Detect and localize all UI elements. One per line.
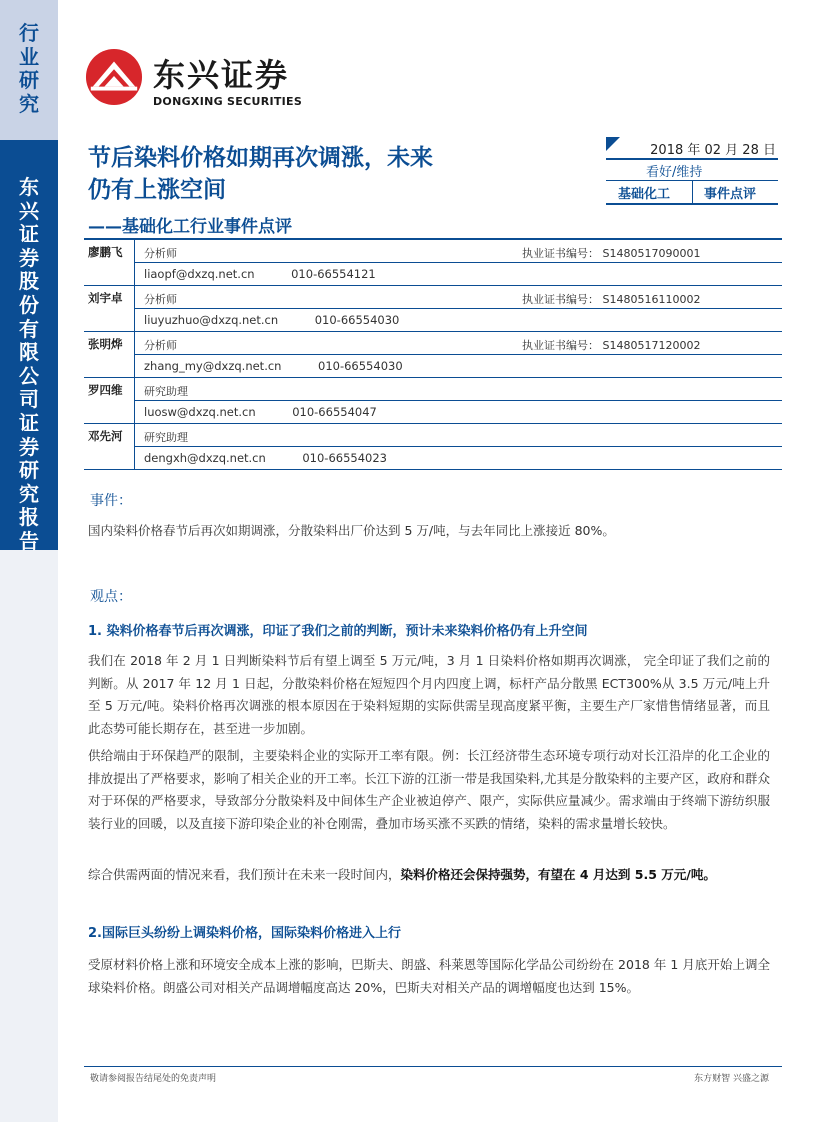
company-logo (85, 42, 315, 112)
analyst-role: 研究助理 (144, 385, 188, 398)
section-heading-1: 1. 染料价格春节后再次调涨，印证了我们之前的判断，预计未来染料价格仍有上升空间 (88, 624, 588, 639)
logo-mark-icon (85, 48, 143, 106)
analyst-contact[interactable]: liaopf@dxzq.net.cn 010-66554121 (144, 267, 376, 281)
paragraph-1: 我们在 2018 年 2 月 1 日判断染料节后有望上调至 5 万元/吨，3 月 1 日染料价格如期再次调涨， 完全印证了我们之前的判断。从 2017 年 12 月 1 日起，分散染料价格在短短四个月内四度上调，标杆产品分散黑 ECT300%从 3.5 万元/吨上升至 5 万元/吨。染料价格再次调涨的根本原因在于染料短期的实际供需呈现高度紧平衡，主要生产厂家惜售情绪显著，而且此态势可能长期存在，甚至进一步加剧。 (88, 653, 770, 736)
sidebar-char: 研 (19, 458, 39, 483)
sidebar-category-text (0, 22, 58, 116)
paragraph-3 (88, 864, 770, 887)
analyst-role: 分析师 (144, 247, 177, 260)
report-title-line1: 节后染料价格如期再次调涨，未来 (88, 145, 433, 171)
sidebar-char: 券 (19, 434, 39, 459)
corner-triangle-icon (606, 137, 620, 151)
paragraph-3-text: 综合供需两面的情况来看，我们预计在未来一段时间内， (88, 867, 401, 882)
analyst-name: 张明烨 (88, 337, 123, 351)
divider (134, 262, 782, 263)
logo-english-name: DONGXING SECURITIES (153, 95, 303, 108)
analyst-contact[interactable]: zhang_my@dxzq.net.cn 010-66554030 (144, 359, 403, 373)
divider (134, 308, 782, 309)
sidebar-company-text (0, 176, 58, 554)
event-heading: 事件： (90, 493, 132, 509)
analyst-row (84, 424, 782, 470)
sidebar-char: 份 (19, 292, 39, 317)
sidebar-char: 东 (19, 175, 39, 199)
analyst-table (84, 238, 782, 470)
footer-slogan: 东方财智 兴盛之源 (694, 1074, 769, 1084)
industry-tag: 基础化工 (618, 187, 671, 202)
divider (134, 354, 782, 355)
sidebar-char: 股 (19, 269, 39, 294)
sidebar-char: 研 (19, 68, 39, 93)
paragraph-2: 供给端由于环保趋严的限制，主要染料企业的实际开工率有限。例：长江经济带生态环境专项行动对长江沿岸的化工企业的排放提出了严格要求，影响了相关企业的开工率。长江下游的江浙一带是我国染料,尤其是分散染料的主要产区，政府和群众对于环保的严格要求，导致部分分散染料及中间体生产企业被迫停产、限产，实际供应量减少。需求端由于终端下游纺织服装行业的回暖，以及直接下游印染企业的补仓刚需，叠加市场买涨不买跌的情绪，染料的需求量增长较快。 (88, 748, 770, 831)
report-date: 2018 年 02 月 28 日 (650, 143, 776, 158)
analyst-role: 分析师 (144, 339, 177, 352)
analyst-row (84, 240, 782, 286)
sidebar-company-block (0, 140, 58, 553)
report-subtitle: ——基础化工行业事件点评 (88, 217, 292, 237)
report-title-line2: 仍有上涨空间 (88, 177, 226, 203)
divider (134, 400, 782, 401)
sidebar-char: 行 (19, 21, 39, 45)
sidebar (0, 0, 58, 1122)
sidebar-category-block (0, 0, 58, 140)
analyst-contact[interactable]: liuyuzhuo@dxzq.net.cn 010-66554030 (144, 313, 400, 327)
logo-chinese-name: 东兴证券 (153, 56, 290, 94)
paragraph-3-highlight: 染料价格还会保持强势，有望在 4 月达到 5.5 万元/吨。 (400, 867, 716, 882)
report-title (88, 142, 433, 206)
analyst-cert: 执业证书编号： S1480517120002 (522, 339, 701, 352)
analyst-name: 罗四维 (88, 383, 123, 397)
report-info-box (606, 137, 778, 205)
rating-badge: 看好/维持 (646, 165, 703, 180)
report-type-tag: 事件点评 (704, 187, 757, 202)
sidebar-char: 有 (19, 316, 39, 341)
sidebar-char: 究 (19, 91, 39, 116)
analyst-row (84, 378, 782, 424)
sidebar-char: 兴 (19, 198, 39, 223)
sidebar-char: 报 (19, 505, 39, 530)
analyst-contact[interactable]: dengxh@dxzq.net.cn 010-66554023 (144, 451, 387, 465)
analyst-role: 研究助理 (144, 431, 188, 444)
divider (606, 158, 778, 160)
divider (134, 446, 782, 447)
sidebar-char: 公 (19, 363, 39, 388)
sidebar-char: 究 (19, 481, 39, 506)
sidebar-char: 限 (19, 340, 39, 365)
analyst-contact[interactable]: luosw@dxzq.net.cn 010-66554047 (144, 405, 377, 419)
footer-disclaimer: 敬请参阅报告结尾处的免责声明 (90, 1074, 217, 1084)
sidebar-char: 证 (19, 222, 39, 247)
analyst-name: 邓先河 (88, 429, 123, 443)
footer-divider (84, 1066, 782, 1067)
sidebar-char: 券 (19, 245, 39, 270)
analyst-row (84, 286, 782, 332)
divider (692, 181, 693, 203)
analyst-name: 廖鹏飞 (88, 245, 123, 259)
divider (606, 203, 778, 205)
sidebar-char: 司 (19, 387, 39, 412)
analyst-role: 分析师 (144, 293, 177, 306)
analyst-cert: 执业证书编号： S1480516110002 (522, 293, 701, 306)
sidebar-char: 告 (19, 528, 39, 553)
paragraph-4: 受原材料价格上涨和环境安全成本上涨的影响，巴斯夫、朗盛、科莱恩等国际化学品公司纷纷在 2018 年 1 月底开始上调全球染料价格。朗盛公司对相关产品调增幅度高达 20%，巴斯夫对相关产品的调增幅度也达到 15%。 (88, 957, 770, 995)
section-heading-2: 2.国际巨头纷纷上调染料价格，国际染料价格进入上行 (88, 926, 401, 941)
analyst-row (84, 332, 782, 378)
analyst-cert: 执业证书编号： S1480517090001 (522, 247, 701, 260)
sidebar-char: 证 (19, 410, 39, 435)
analyst-name: 刘宇卓 (88, 291, 123, 305)
event-text: 国内染料价格春节后再次如期调涨，分散染料出厂价达到 5 万/吨，与去年同比上涨接近 80%。 (88, 523, 615, 538)
sidebar-char: 业 (19, 44, 39, 69)
views-heading: 观点： (90, 589, 132, 605)
